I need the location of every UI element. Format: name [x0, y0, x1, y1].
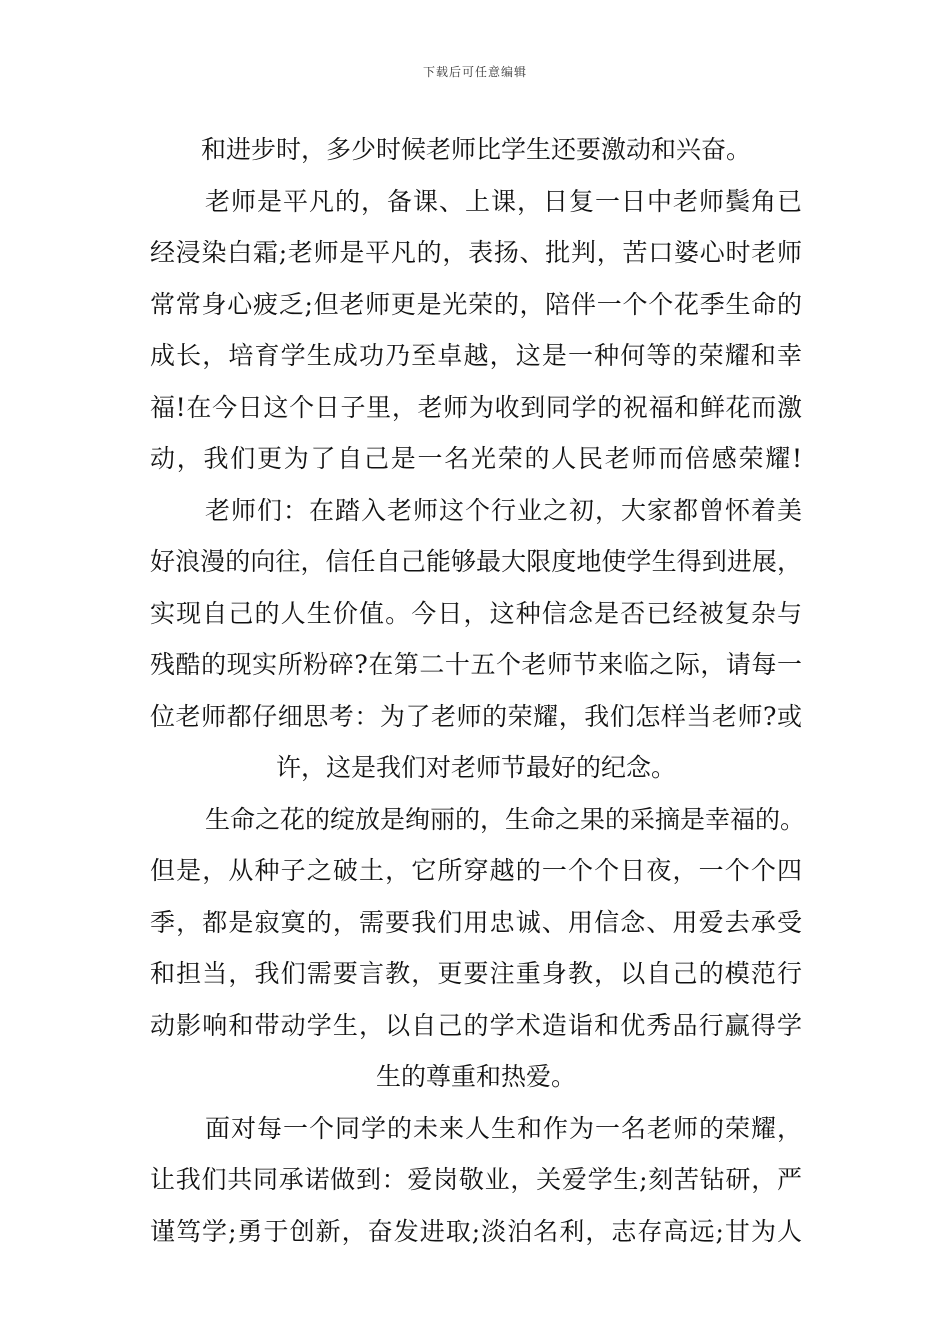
- page-header: 下载后可任意编辑: [422, 65, 527, 79]
- text-line: 让我们共同承诺做到：爱岗敬业，关爱学生;刻苦钻研，严: [150, 1165, 802, 1194]
- text-line: 动影响和带动学生，以自己的学术造诣和优秀品行赢得学: [150, 1010, 802, 1040]
- text-line: 老师们：在踏入老师这个行业之初，大家都曾怀着美: [205, 495, 802, 525]
- text-line: 常常身心疲乏;但老师更是光荣的，陪伴一个个花季生命的: [150, 289, 802, 319]
- text-line: 和担当，我们需要言教，更要注重身教，以自己的模范行: [150, 959, 802, 988]
- text-line: 好浪漫的向往，信任自己能够最大限度地使学生得到进展，: [150, 547, 802, 576]
- text-line: 许，这是我们对老师节最好的纪念。: [275, 753, 676, 782]
- text-line: 老师是平凡的，备课、上课，日复一日中老师鬓角已: [205, 186, 802, 216]
- text-line: 残酷的现实所粉碎?在第二十五个老师节来临之际，请每一: [150, 650, 802, 679]
- document-body: [150, 124, 806, 1257]
- text-line: 实现自己的人生价值。今日，这种信念是否已经被复杂与: [150, 598, 802, 628]
- text-line: 成长，培育学生成功乃至卓越，这是一种何等的荣耀和幸: [150, 341, 802, 370]
- text-line: 谨笃学;勇于创新，奋发进取;淡泊名利，志存高远;甘为人: [150, 1216, 802, 1246]
- text-line: 面对每一个同学的未来人生和作为一名老师的荣耀，: [205, 1113, 802, 1143]
- text-line: 但是，从种子之破土，它所穿越的一个个日夜，一个个四: [150, 856, 802, 885]
- text-line: 季，都是寂寞的，需要我们用忠诚、用信念、用爱去承受: [150, 907, 802, 937]
- text-line: 生的尊重和热爱。: [375, 1062, 576, 1091]
- text-line: 位老师都仔细思考：为了老师的荣耀，我们怎样当老师?或: [150, 701, 802, 731]
- text-line: 福!在今日这个日子里，老师为收到同学的祝福和鲜花而激: [150, 392, 802, 422]
- text-line: 动，我们更为了自己是一名光荣的人民老师而倍感荣耀!: [150, 444, 802, 473]
- text-line: 生命之花的绽放是绚丽的，生命之果的采摘是幸福的。: [205, 804, 806, 834]
- text-line: 和进步时，多少时候老师比学生还要激动和兴奋。: [200, 135, 751, 164]
- text-line: 经浸染白霜;老师是平凡的，表扬、批判，苦口婆心时老师: [150, 238, 802, 267]
